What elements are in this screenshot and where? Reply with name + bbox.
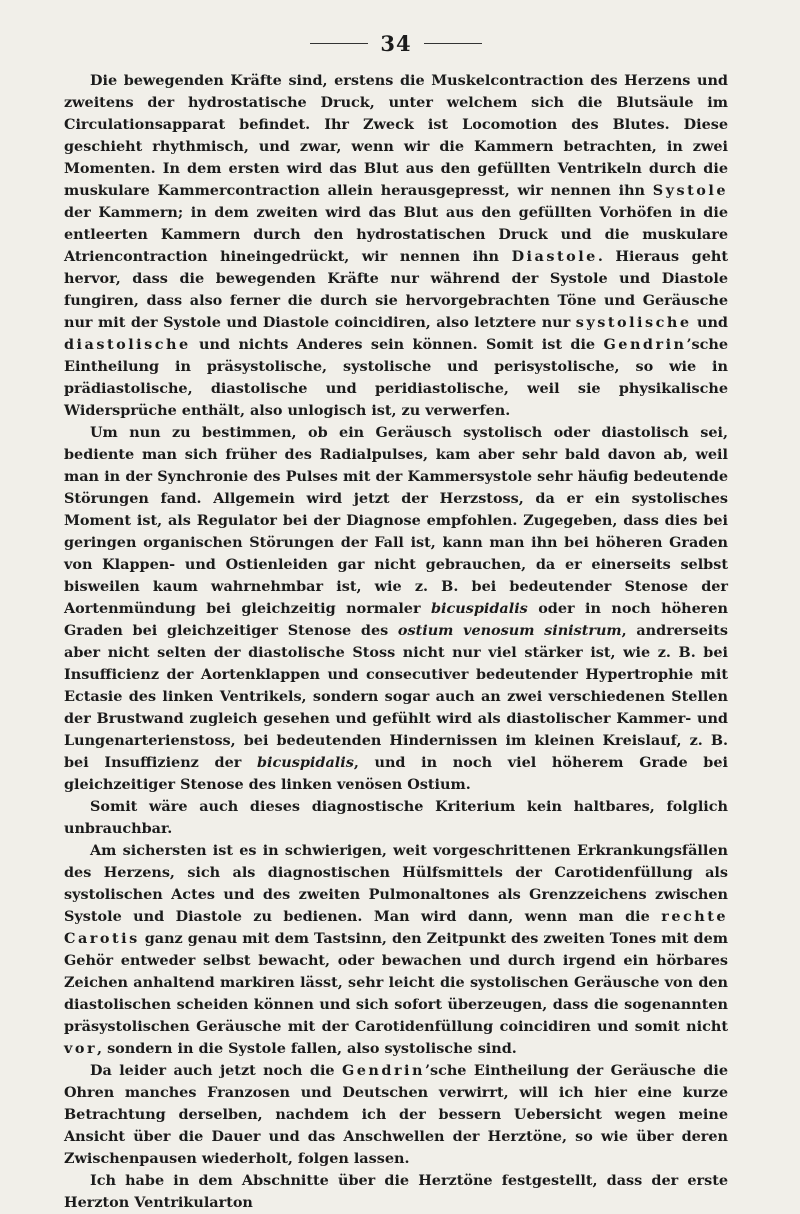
paragraph — [64, 840, 728, 1060]
text-run: , andrerseits aber nicht selten der diastolische Stoss nicht nur viel stärker ist, wie z. B. bei Insufficienz der Aortenklappen und consecutiver bedeutender Hypertrophie mit Ectasie des linken Ventrikels, sondern sogar auch an zwei verschiedenen Stellen der Brustwand zugleich gesehen und gefühlt wird als diastolischer Kammer- und Lungenarterienstoss, bei bedeutenden Hindernissen im kleinen Kreislauf, z. B. bei Insuffizienz der — [64, 622, 728, 771]
spaced-term: Systole — [652, 182, 728, 199]
header-rule-right — [424, 43, 482, 44]
spaced-term: systolische — [575, 314, 692, 331]
italic-term: bicuspidalis — [257, 754, 354, 771]
text-run: der Kammern; in dem zweiten wird das Blut aus den gefüllten Vorhöfen in die entleerten Kammern durch den hydrostatischen Druck und die muskulare Atriencontraction hineingedrückt, wir nennen ihn — [64, 204, 728, 265]
text-run: Die bewegenden Kräfte sind, erstens die Muskelcontraction des Herzens und zweitens der hydrostatische Druck, unter welchem sich die Blutsäule im Circulationsapparat befindet. Ihr Zweck ist Locomotion des Blutes. Diese geschieht rhythmisch, und zwar, wenn wir die Kammern betrachten, in zwei Momenten. In dem ersten wird das Blut aus den gefüllten Ventrikeln durch die muskulare Kammercontraction allein herausgepresst, wir nennen ihn — [64, 72, 728, 199]
paragraph — [64, 70, 728, 422]
paragraph — [64, 796, 728, 840]
paragraph — [64, 422, 728, 796]
text-run: , sondern in die Systole fallen, also systolische sind. — [97, 1040, 517, 1057]
body-text — [64, 70, 728, 1214]
header-rule-left — [310, 43, 368, 44]
spaced-term: diastolische — [64, 336, 191, 353]
italic-term: ostium venosum sinistrum — [397, 622, 622, 639]
spaced-term: Diastole — [511, 248, 598, 265]
spaced-term: Gendrin — [341, 1062, 425, 1079]
text-run: Somit wäre auch dieses diagnostische Kriterium kein haltbares, folglich unbrauchbar. — [64, 798, 728, 837]
italic-term: bicuspidalis — [430, 600, 528, 617]
text-run: oder in noch höheren Graden bei gleichzeitiger Stenose des — [64, 600, 728, 639]
text-run: , und in noch viel höherem Grade bei gleichzeitiger Stenose des linken venösen Ostium. — [64, 754, 728, 793]
paragraph — [64, 1060, 728, 1170]
text-run: und nichts Anderes sein können. Somit ist die — [190, 336, 604, 353]
text-run: ganz genau mit dem Tastsinn, den Zeitpunkt des zweiten Tones mit dem Gehör entweder selbst bewacht, oder bewachen und durch irgend ein hörbares Zeichen anhaltend markiren lässt, sehr leicht die systolischen Geräusche von den diastolischen scheiden können und sich sofort überzeugen, dass die sogenannten präsystolischen Geräusche mit der Carotidenfüllung coincidiren und somit nicht — [64, 930, 728, 1035]
page-header — [64, 30, 728, 56]
text-run: . Hieraus geht hervor, dass die bewegenden Kräfte nur während der Systole und Diastole fungiren, dass also ferner die durch sie hervorgebrachten Töne und Geräusche nur mit der Systole und Diastole coincidiren, also letztere nur — [64, 248, 728, 331]
paragraph — [64, 1170, 728, 1214]
spaced-term: vor — [64, 1040, 98, 1057]
text-run: Am sichersten ist es in schwierigen, weit vorgeschrittenen Erkrankungsfällen des Herzens, sich als diagnostischen Hülfsmittels der Carotidenfüllung als systolischen Actes und des zweiten Pulmonaltones als Grenzzeichens zwischen Systole und Diastole zu bedienen. Man wird dann, wenn man die — [64, 842, 728, 925]
text-run: Um nun zu bestimmen, ob ein Geräusch systolisch oder diastolisch sei, bediente man sich früher des Radialpulses, kam aber sehr bald davon ab, weil man in der Synchronie des Pulses mit der Kammersystole sehr häufig bedeutende Störungen fand. Allgemein wird jetzt der Herzstoss, da er ein systolisches Moment ist, als Regulator bei der Diagnose empfohlen. Zugegeben, dass dies bei geringen organischen Störungen der Fall ist, kann man ihn bei höheren Graden von Klappen- und Ostienleiden gar nicht gebrauchen, da er einerseits selbst bisweilen kaum wahrnehmbar ist, wie z. B. bei bedeutender Stenose der Aortenmündung bei gleichzeitig normaler — [64, 424, 728, 617]
spaced-term: rechte Carotis — [64, 908, 728, 947]
page-number: 34 — [380, 30, 412, 56]
text-run: ’sche Eintheilung in präsystolische, systolische und perisystolische, so wie in prädiastolische, diastolische und peridiastolische, weil sie physikalische Widersprüche enthält, also unlogisch ist, zu verwerfen. — [64, 336, 728, 419]
text-run: Da leider auch jetzt noch die — [90, 1062, 342, 1079]
book-page — [64, 30, 728, 1214]
text-run: ’sche Eintheilung der Geräusche die Ohren manches Franzosen und Deutschen verwirrt, will ich hier eine kurze Betrachtung derselben, nachdem ich der bessern Uebersicht wegen meine Ansicht über die Dauer und das Anschwellen der Herztöne, so wie über deren Zwischenpausen wiederholt, folgen lassen. — [64, 1062, 728, 1167]
text-run: und — [691, 314, 728, 331]
spaced-term: Gendrin — [603, 336, 687, 353]
text-run: Ich habe in dem Abschnitte über die Herztöne festgestellt, dass der erste Herzton Ventrikularton — [64, 1172, 728, 1211]
